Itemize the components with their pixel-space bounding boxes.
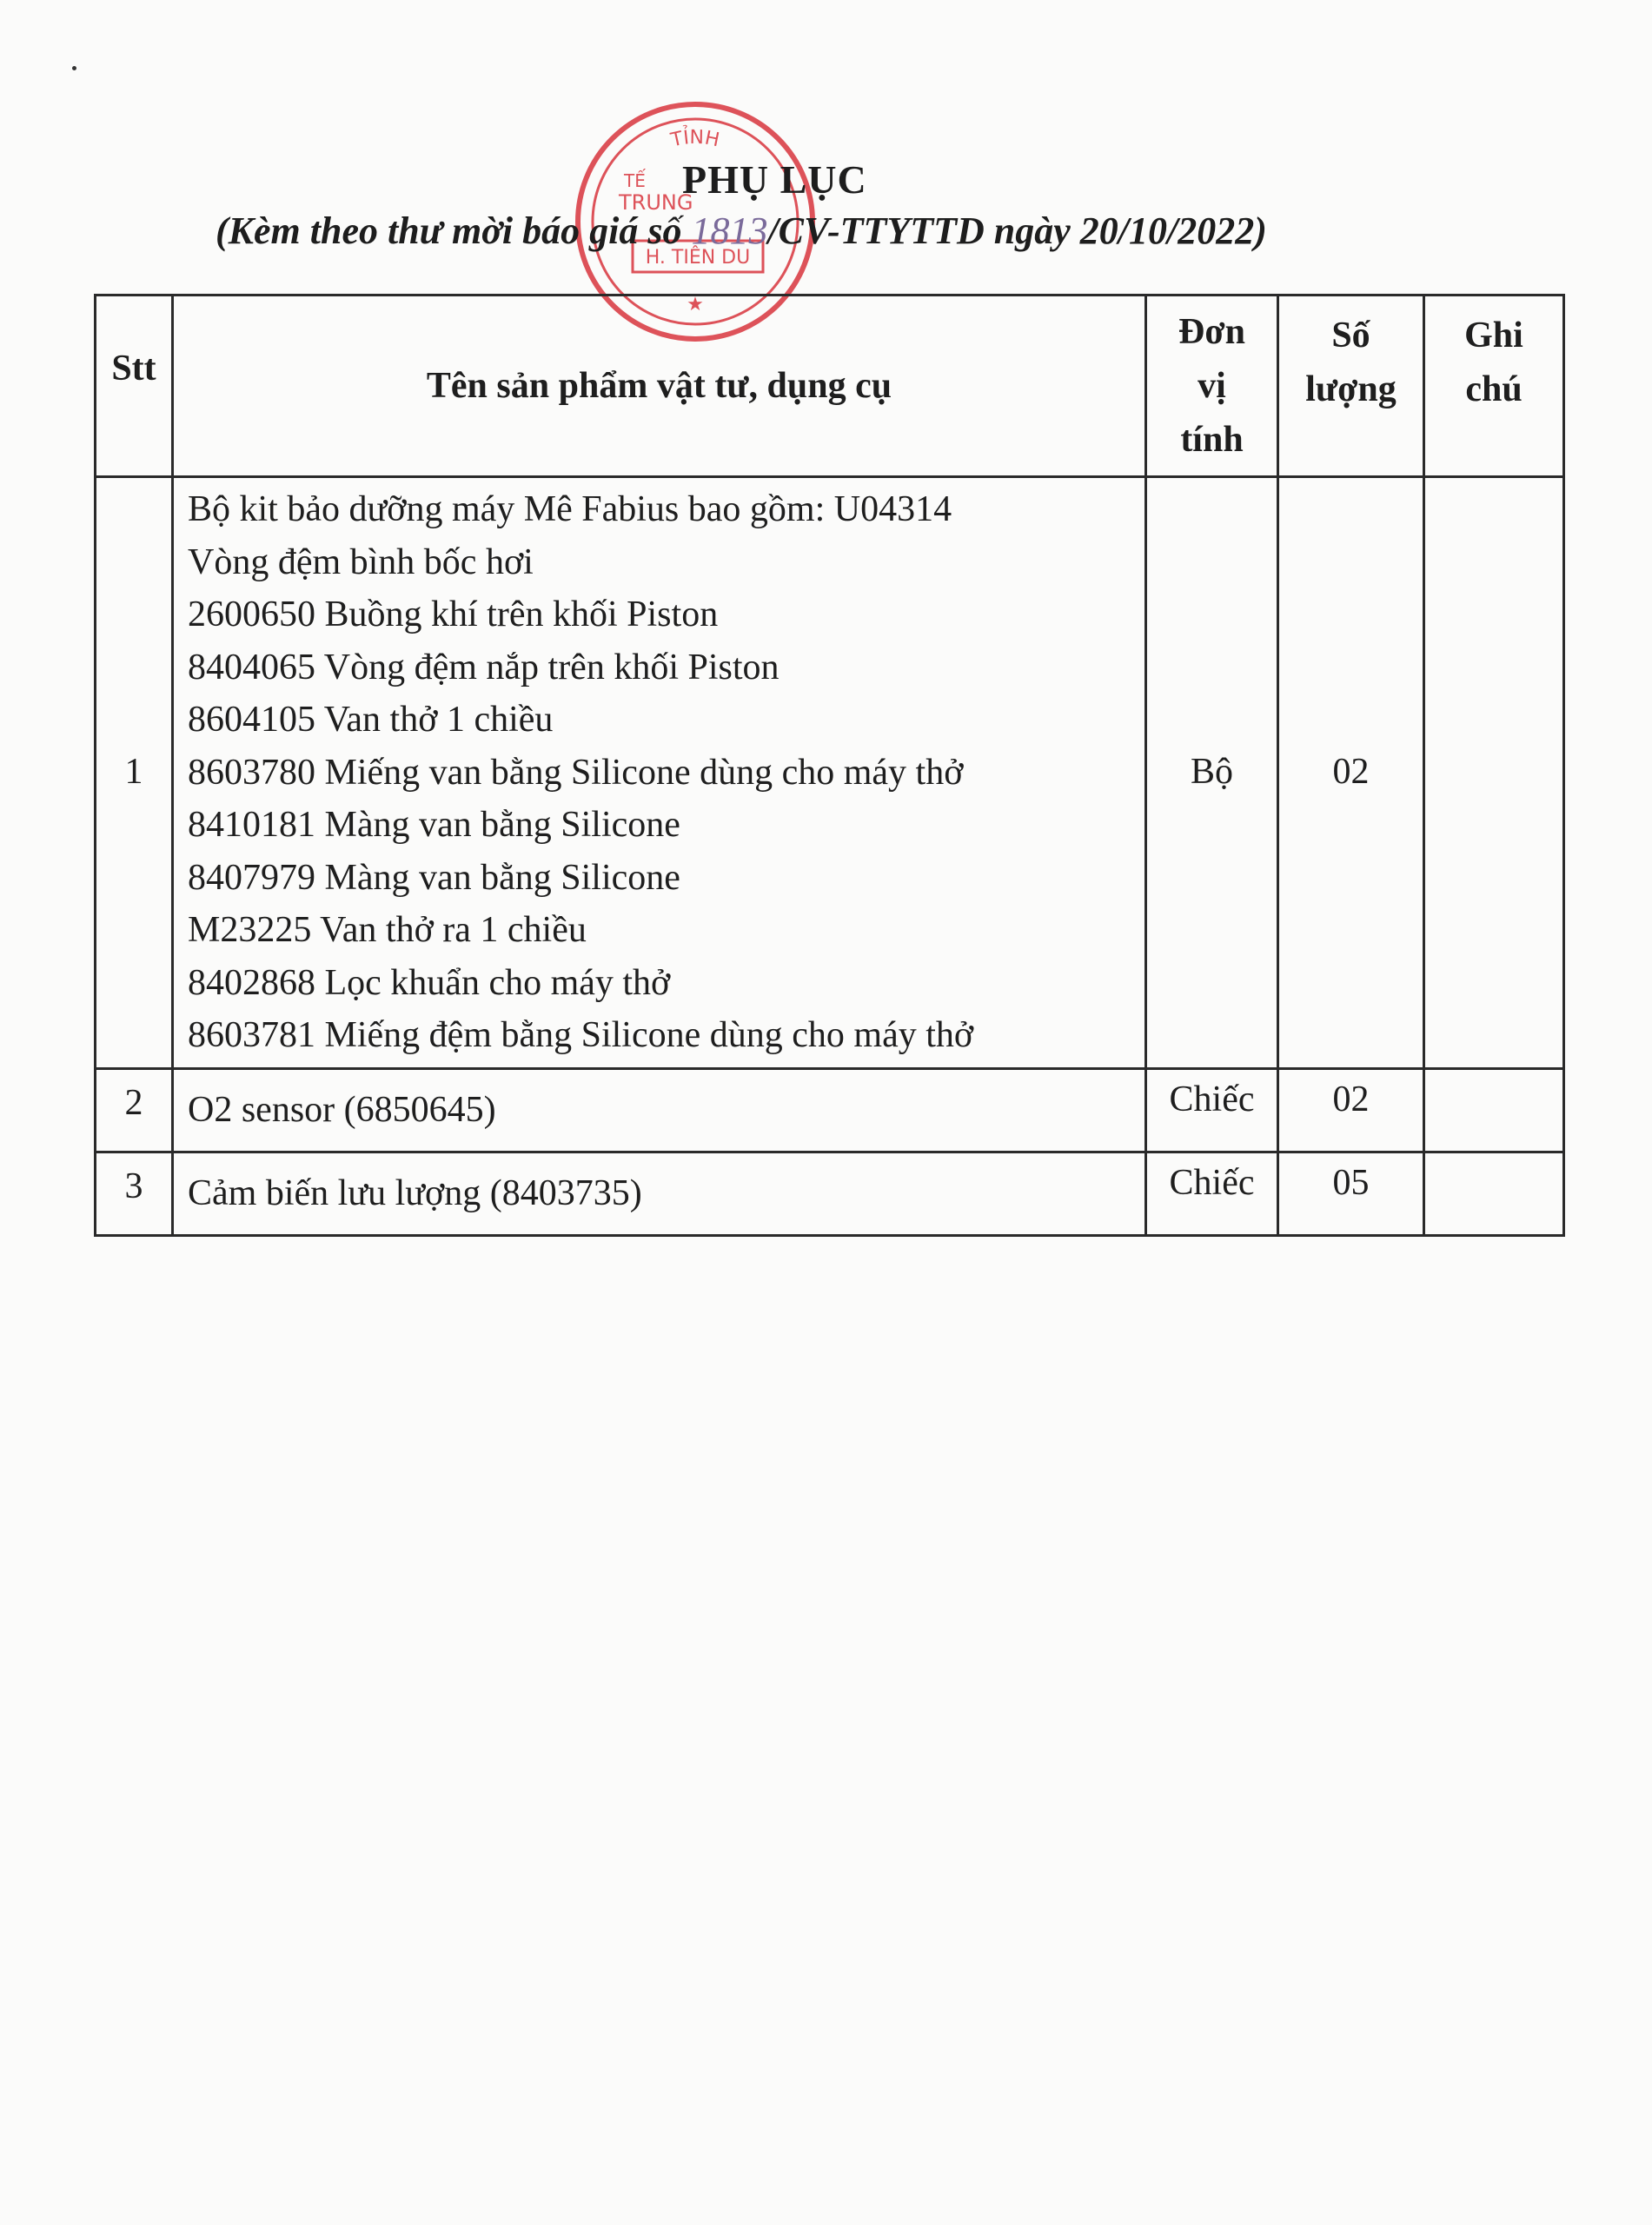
table-row <box>96 1152 1564 1235</box>
row-3-qty: 05 <box>1278 1152 1424 1235</box>
row-2-note <box>1424 1068 1564 1152</box>
row-1-qty: 02 <box>1278 477 1424 1069</box>
row-1-name-line: 8603780 Miếng van bằng Silicone dùng cho máy thở <box>188 752 964 793</box>
table-row <box>96 1068 1564 1152</box>
seal-left-text: TẾ <box>624 170 646 191</box>
row-2-unit: Chiếc <box>1146 1068 1278 1152</box>
seal-bottom-text: H. TIÊN DU <box>645 247 751 269</box>
row-1-name-line: 8407979 Màng van bằng Silicone <box>188 857 680 898</box>
row-1-name-line: 2600650 Buồng khí trên khối Piston <box>188 594 719 634</box>
row-2-qty: 02 <box>1278 1068 1424 1152</box>
row-1-stt: 1 <box>96 477 173 1069</box>
subtitle-suffix: /CV-TTYTTD ngày 20/10/2022) <box>767 209 1267 252</box>
header-qty-line1: Số <box>1331 315 1370 355</box>
row-1-name <box>173 477 1146 1069</box>
row-1-name-line: 8603781 Miếng đệm bằng Silicone dùng cho máy thở <box>188 1015 974 1055</box>
row-2-stt: 2 <box>96 1068 173 1152</box>
row-1-name-line: 8410181 Màng van bằng Silicone <box>188 805 680 845</box>
row-1-name-line: M23225 Van thở ra 1 chiều <box>188 910 587 950</box>
row-1-name-line: 8404065 Vòng đệm nắp trên khối Piston <box>188 647 780 687</box>
header-stt: Stt <box>96 296 173 477</box>
table-row <box>96 477 1564 1069</box>
row-1-name-line: Vòng đệm bình bốc hơi <box>188 541 534 582</box>
table-header-row <box>96 296 1564 477</box>
header-unit-line2: vị <box>1198 366 1226 406</box>
row-3-note <box>1424 1152 1564 1235</box>
row-3-stt: 3 <box>96 1152 173 1235</box>
page-title: PHỤ LỤC <box>682 157 867 202</box>
row-3-name: Cảm biến lưu lượng (8403735) <box>173 1152 1146 1235</box>
header-note-line2: chú <box>1465 369 1523 409</box>
appendix-table <box>94 294 1565 1237</box>
row-1-note <box>1424 477 1564 1069</box>
row-1-name-line: 8604105 Van thở 1 chiều <box>188 700 554 740</box>
seal-top-text: TỈNH <box>668 126 721 152</box>
header-unit <box>1146 296 1278 477</box>
row-1-name-line: Bộ kit bảo dưỡng máy Mê Fabius bao gồm: U04314 <box>188 489 952 529</box>
scan-speck <box>72 66 76 70</box>
subtitle-prefix: (Kèm theo thư mời báo giá số <box>216 209 682 252</box>
row-3-unit: Chiếc <box>1146 1152 1278 1235</box>
header-qty <box>1278 296 1424 477</box>
header-unit-line3: tính <box>1180 420 1244 460</box>
seal-star-icon: ★ <box>687 294 704 315</box>
row-1-name-line: 8402868 Lọc khuẩn cho máy thở <box>188 962 671 1003</box>
row-2-name: O2 sensor (6850645) <box>173 1068 1146 1152</box>
subtitle-handwritten-number: 1813 <box>691 209 768 252</box>
row-1-unit: Bộ <box>1146 477 1278 1069</box>
header-note <box>1424 296 1564 477</box>
seal-middle-text: TRUNG <box>619 190 693 215</box>
header-name: Tên sản phẩm vật tư, dụng cụ <box>173 296 1146 477</box>
page-subtitle <box>216 209 1267 253</box>
header-unit-line1: Đơn <box>1178 312 1245 352</box>
header-qty-line2: lượng <box>1305 369 1397 409</box>
header-note-line1: Ghi <box>1464 315 1523 355</box>
